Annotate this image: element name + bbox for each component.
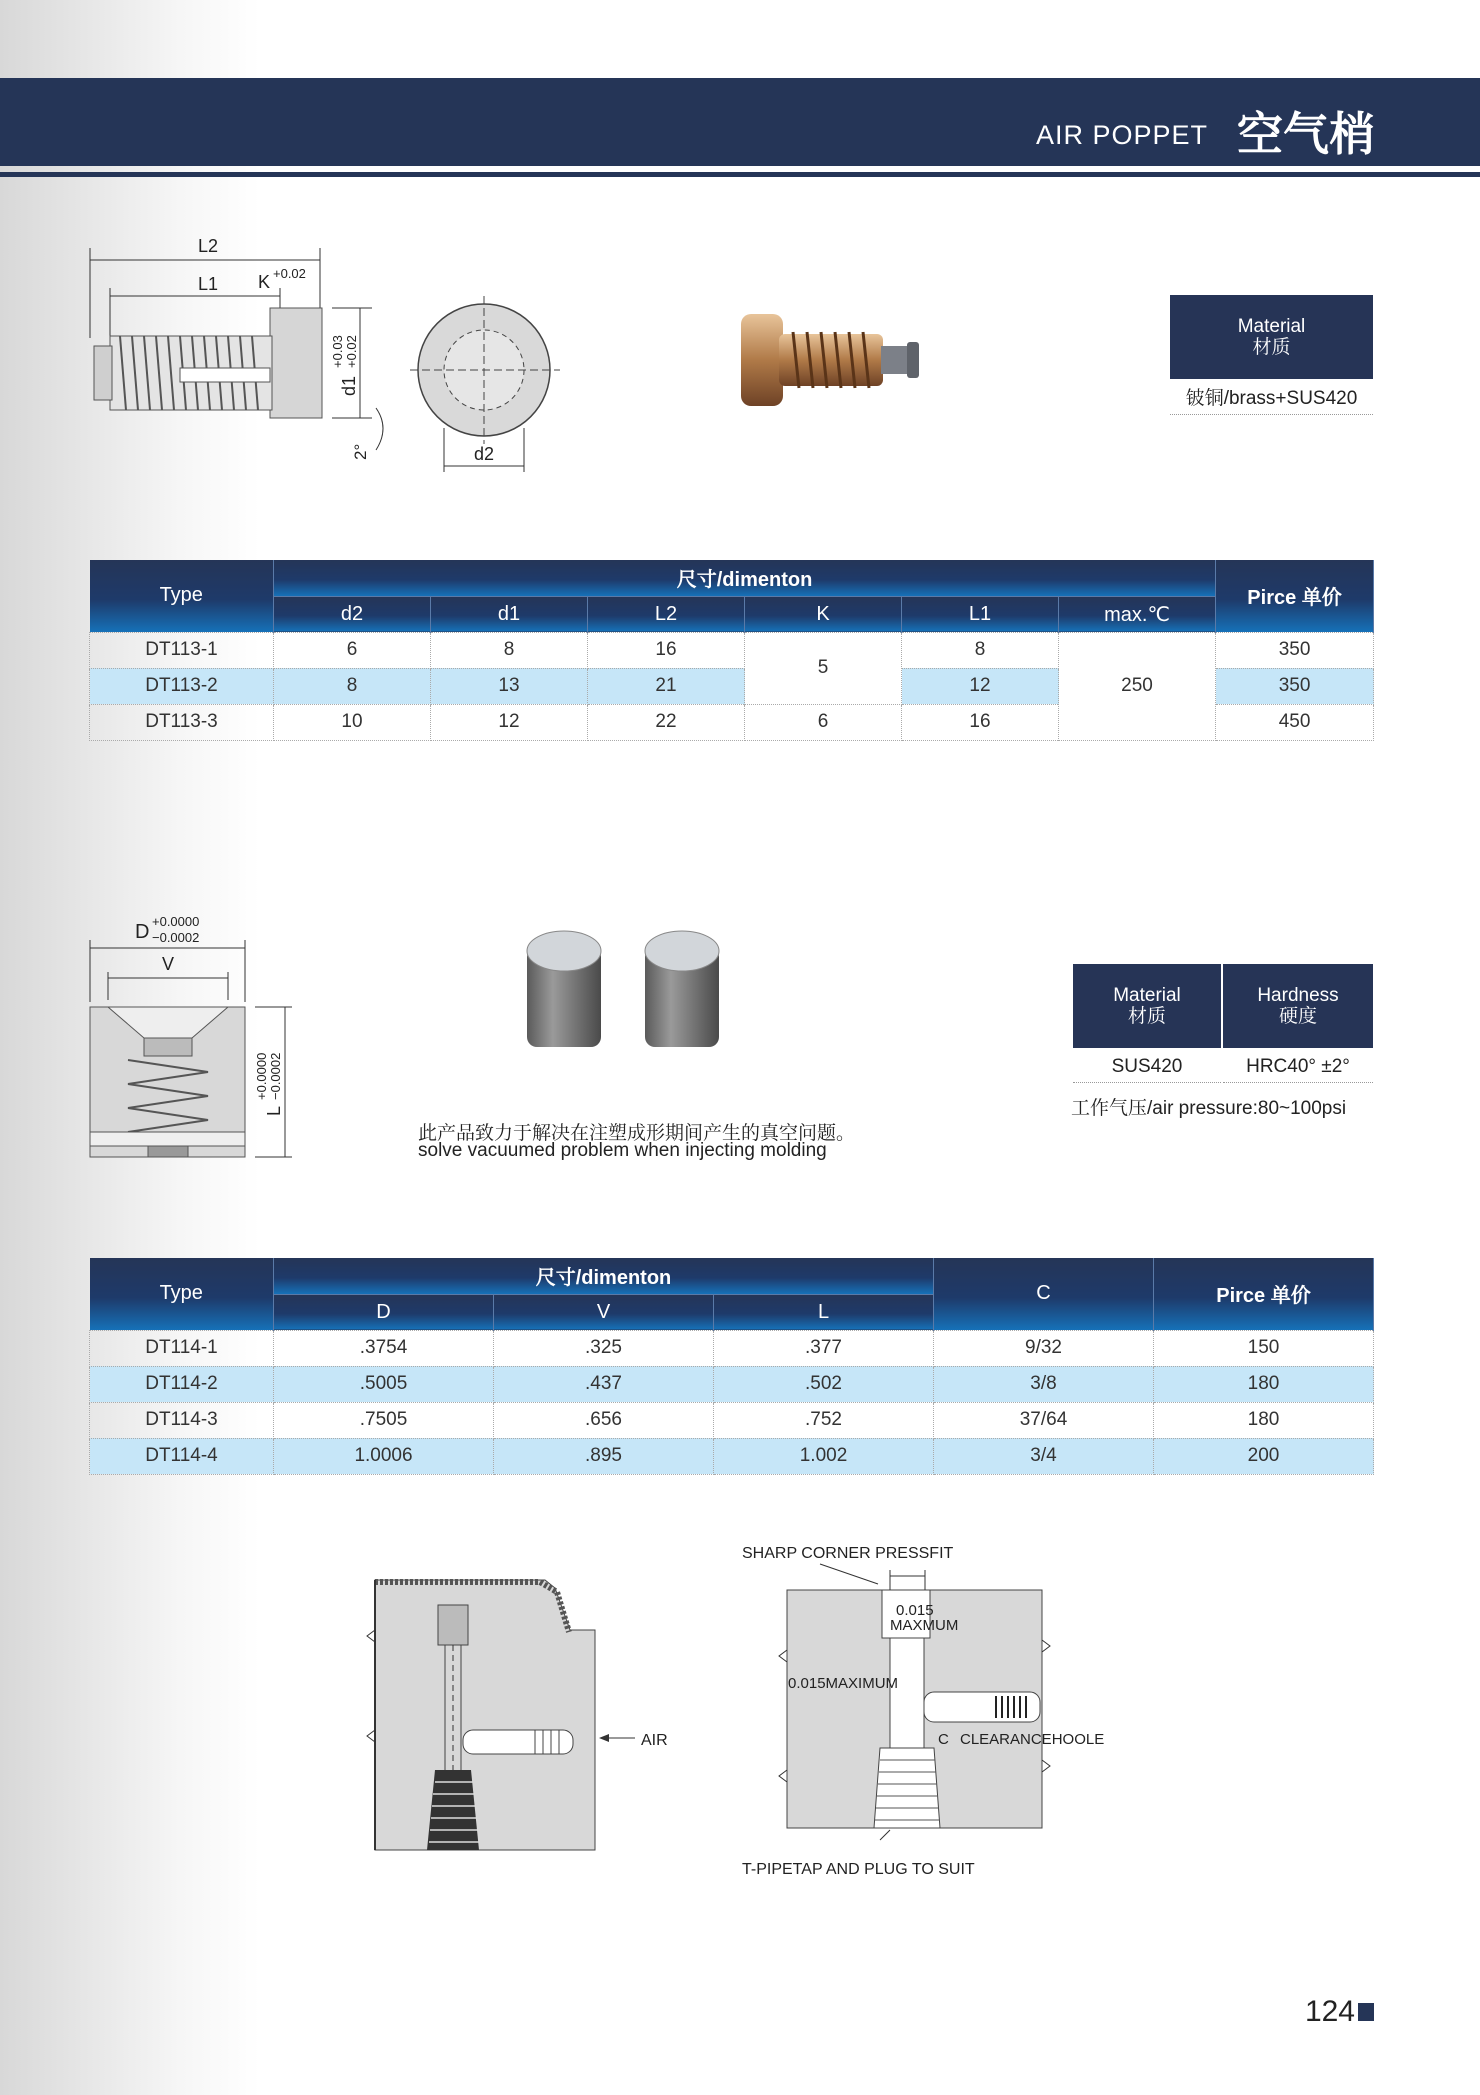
col-k: K [745,596,902,632]
material-header-en: Material [1237,316,1306,337]
label-d-tol-lower: −0.0002 [152,930,200,945]
cell-l2: 16 [588,632,745,668]
label-max-1-line1: 0.015 [896,1602,934,1619]
cell-price: 350 [1216,632,1374,668]
dt113-technical-drawing [80,228,600,478]
air-pressure: 工作气压/air pressure:80~100psi [1071,1098,1347,1119]
cell-d: .3754 [274,1330,494,1366]
cell-l1: 16 [902,704,1059,740]
installation-diagram-pressfit [740,1540,1120,1880]
label-max-1-line2: MAXMUM [890,1617,959,1634]
cell-v: .437 [494,1366,714,1402]
cell-c: 3/4 [934,1438,1154,1474]
cell-c: 9/32 [934,1330,1154,1366]
label-l-tol-upper: +0.0000 [254,1052,269,1100]
table-row [90,1438,1374,1474]
label-d1-tol-lower: +0.02 [344,335,359,368]
label-k-tol: +0.02 [273,266,306,281]
col-type-header: Type [90,560,274,632]
cell-type: DT113-2 [90,668,274,704]
cell-d1: 12 [431,704,588,740]
cell-l1: 8 [902,632,1059,668]
page-marker-icon [1358,2003,1374,2021]
dt114-technical-drawing [80,910,310,1170]
label-d-tol-upper: +0.0000 [152,914,200,929]
label-clearance: CLEARANCEHOOLE [960,1731,1105,1748]
caption-cn: 此产品致力于解决在注塑成形期间产生的真空问题。 [418,1123,856,1144]
cell-price: 350 [1216,668,1374,704]
cell-k-merged: 5 [745,632,902,704]
cell-type: DT113-3 [90,704,274,740]
hardness-value: HRC40° ±2° [1223,1052,1373,1083]
col-d: D [274,1294,494,1330]
col-l2: L2 [588,596,745,632]
vacuum-valve-photo [515,925,735,1060]
col-max-temp: max.℃ [1059,596,1216,632]
cell-v: .325 [494,1330,714,1366]
label-l: L [264,1105,284,1116]
cell-c: 37/64 [934,1402,1154,1438]
cell-d2: 10 [274,704,431,740]
cell-l: .377 [714,1330,934,1366]
header-rule [0,172,1480,177]
label-air: AIR [641,1732,668,1749]
cell-price: 180 [1154,1402,1374,1438]
cell-max-temp-merged: 250 [1059,632,1216,740]
col-v: V [494,1294,714,1330]
label-sharp-corner: SHARP CORNER PRESSFIT [742,1545,954,1562]
material-header-1 [1170,295,1373,379]
label-v: V [162,954,175,974]
cell-d2: 6 [274,632,431,668]
label-max-2: 0.015MAXIMUM [788,1675,899,1692]
cell-k: 6 [745,704,902,740]
cell-l1: 12 [902,668,1059,704]
label-l-tol-lower: −0.0002 [268,1052,283,1100]
cell-l: .502 [714,1366,934,1402]
cell-l2: 22 [588,704,745,740]
label-angle: 2° [351,443,370,460]
cell-d: 1.0006 [274,1438,494,1474]
cell-d1: 8 [431,632,588,668]
cell-c: 3/8 [934,1366,1154,1402]
label-d1-tol-upper: +0.03 [330,335,345,368]
cell-d: .5005 [274,1366,494,1402]
hardness-header-cn: 硬度 [1278,1006,1317,1027]
label-d1: d1 [339,375,359,396]
cell-v: .895 [494,1438,714,1474]
label-l2: L2 [198,236,219,256]
cell-type: DT114-1 [90,1330,274,1366]
cell-v: .656 [494,1402,714,1438]
col-group-header: 尺寸/dimenton [274,560,1216,596]
label-l1: L1 [198,274,219,294]
material-header-en: Material [1113,985,1181,1006]
material-value-1: 铍铜/brass+SUS420 [1170,384,1373,415]
label-t-pipe: T-PIPETAP AND PLUG TO SUIT [742,1861,975,1878]
cell-l: .752 [714,1402,934,1438]
col-l1: L1 [902,596,1059,632]
table-row [90,1330,1374,1366]
cell-l2: 21 [588,668,745,704]
hardness-header-en: Hardness [1257,985,1339,1006]
cell-type: DT114-4 [90,1438,274,1474]
page-number [1305,1995,1374,2029]
material-header-cn: 材质 [1252,337,1291,358]
cell-d2: 8 [274,668,431,704]
dt114-spec-table [89,1258,1374,1475]
col-c-header: C [934,1258,1154,1330]
cell-l: 1.002 [714,1438,934,1474]
dt113-spec-table [89,560,1374,741]
table-row [90,1366,1374,1402]
label-c: C [938,1731,949,1748]
cell-d1: 13 [431,668,588,704]
table-row [90,632,1374,668]
page-number-text: 124 [1304,1995,1355,2028]
col-price-header: Pirce 单价 [1216,560,1374,632]
header-title-en: AIR POPPET [1035,120,1208,150]
material-value-2: SUS420 [1073,1052,1221,1083]
col-group-header: 尺寸/dimenton [274,1258,934,1294]
col-l: L [714,1294,934,1330]
col-type-header: Type [90,1258,274,1330]
cell-price: 200 [1154,1438,1374,1474]
cell-d: .7505 [274,1402,494,1438]
brass-poppet-photo [735,300,945,420]
cell-price: 450 [1216,704,1374,740]
table-row [90,1402,1374,1438]
header-title-cn: 空气梢 [1237,107,1375,161]
col-price-header: Pirce 单价 [1154,1258,1374,1330]
cell-type: DT113-1 [90,632,274,668]
hardness-header [1223,964,1373,1048]
material-header-2 [1073,964,1221,1048]
material-header-cn: 材质 [1127,1006,1166,1027]
col-d2: d2 [274,596,431,632]
label-d2: d2 [474,444,495,464]
cell-price: 150 [1154,1330,1374,1366]
caption-en: solve vacuumed problem when injecting molding [418,1140,827,1161]
label-k: K [258,272,271,292]
cell-type: DT114-2 [90,1366,274,1402]
cell-price: 180 [1154,1366,1374,1402]
installation-diagram-air [355,1570,695,1860]
cell-type: DT114-3 [90,1402,274,1438]
label-d: D [135,921,150,943]
col-d1: d1 [431,596,588,632]
